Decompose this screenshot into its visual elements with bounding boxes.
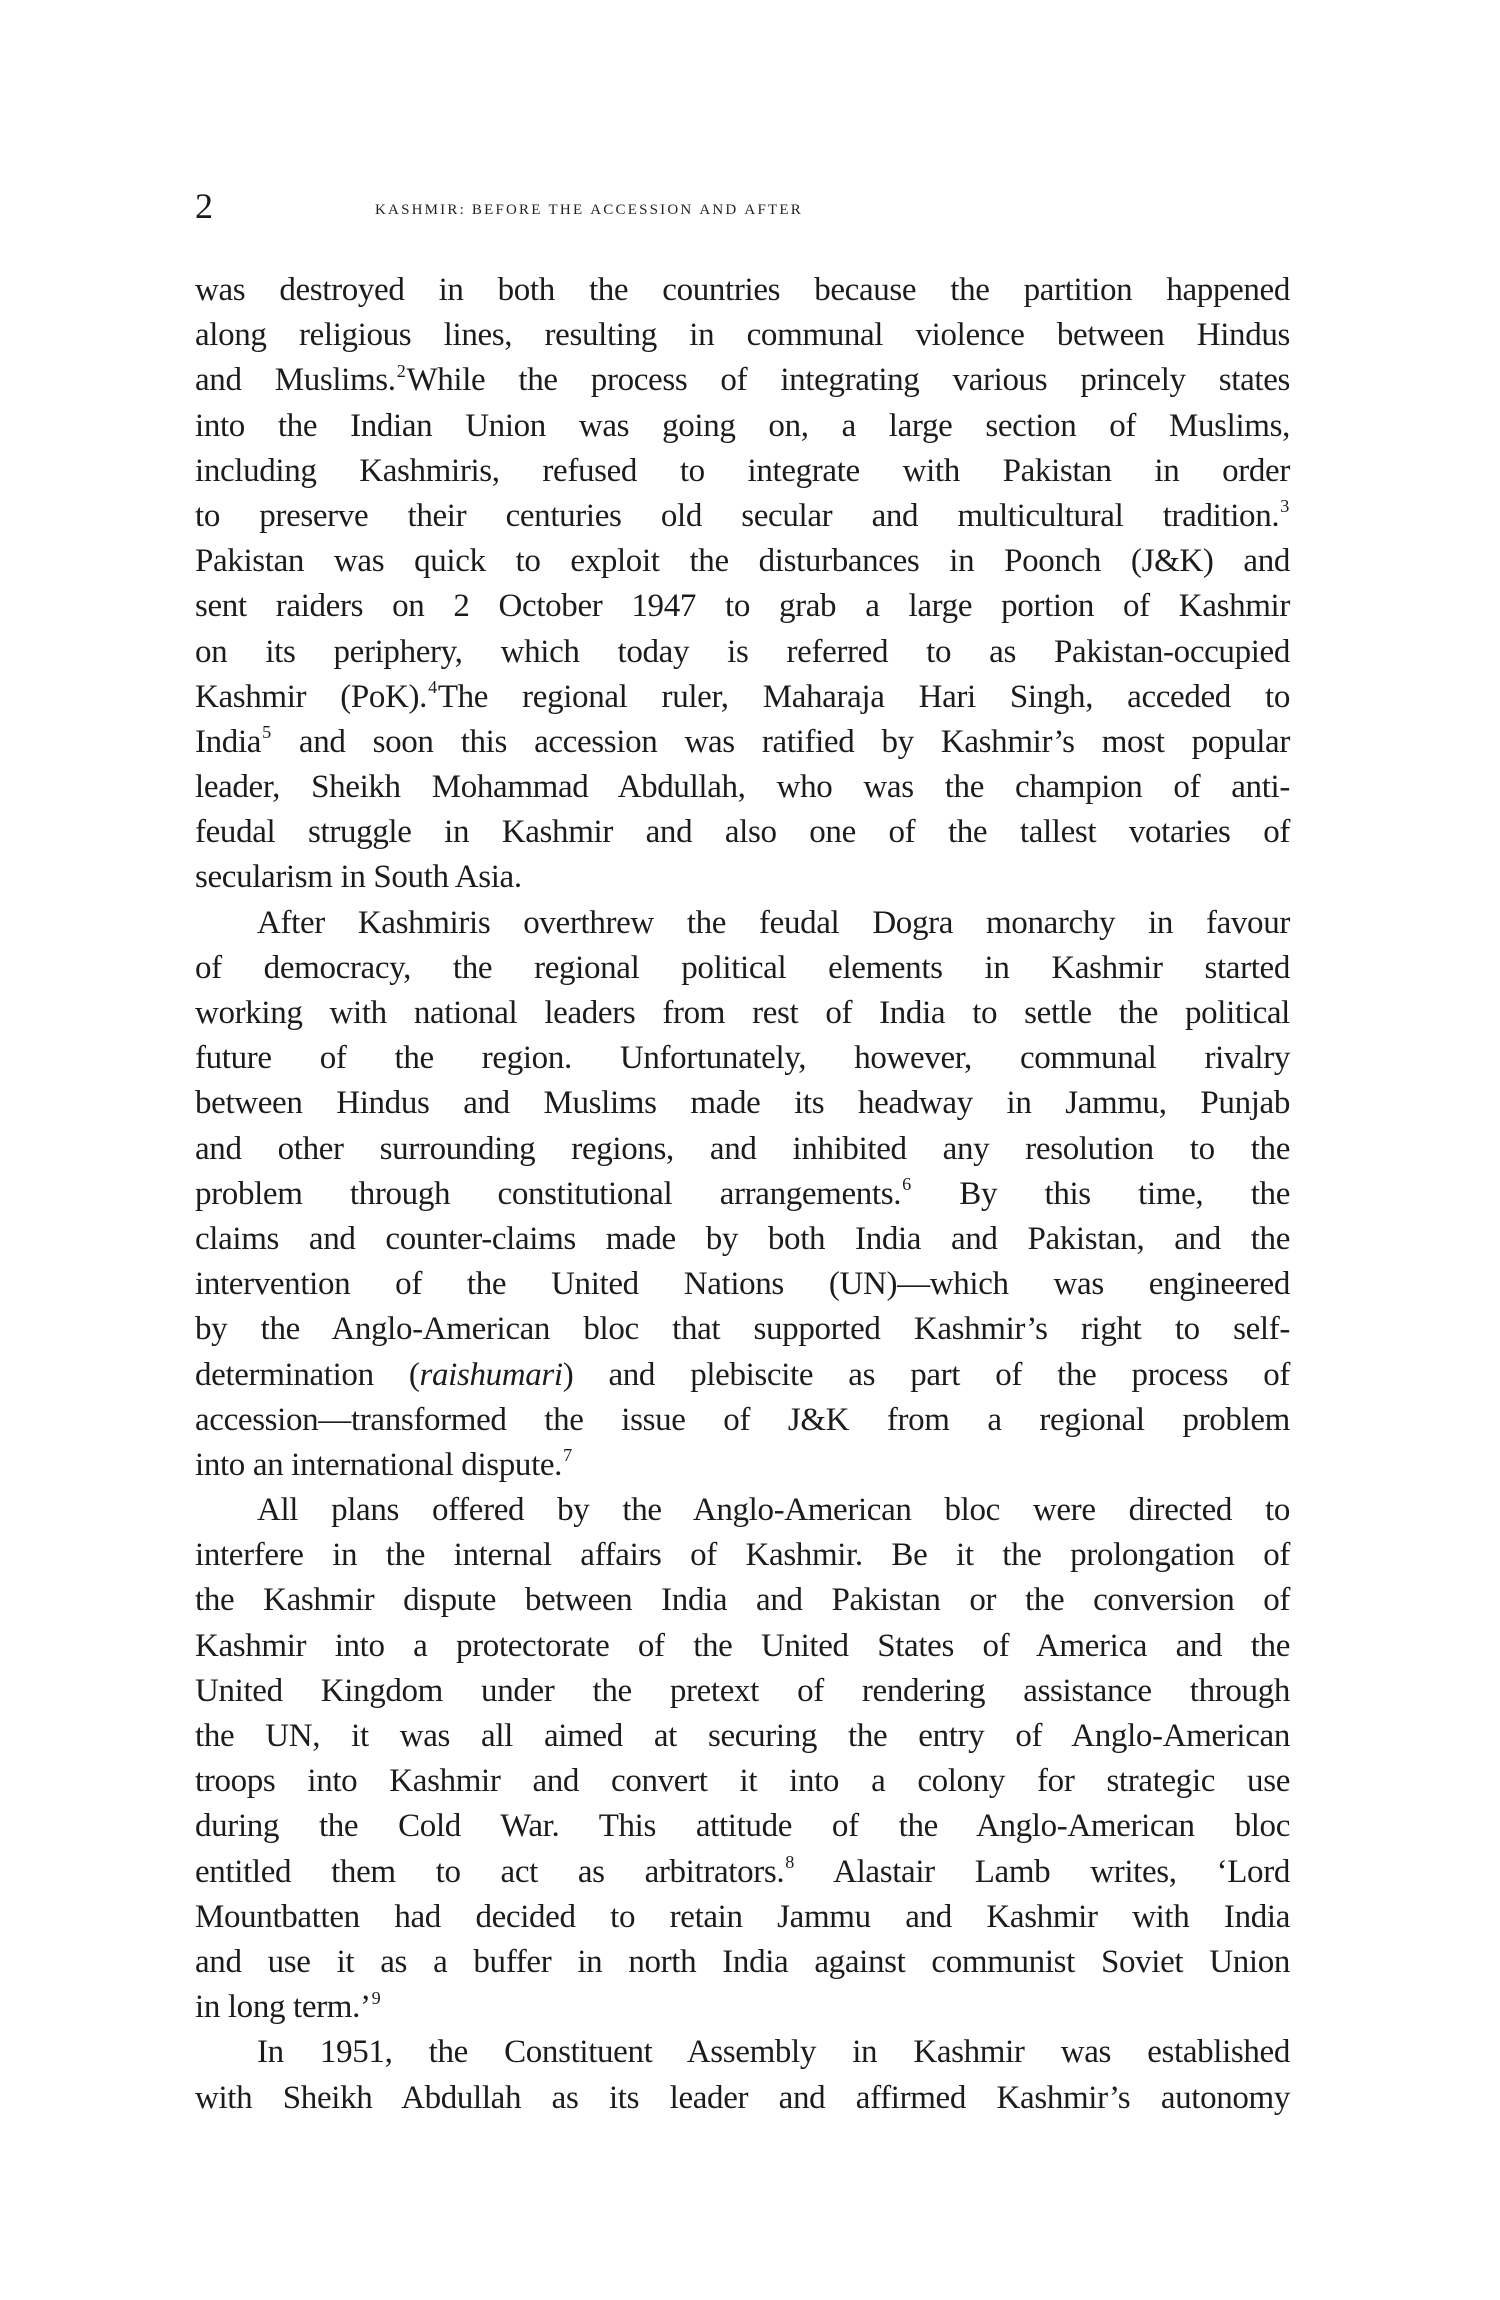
- text-segment: and Muslims.: [195, 362, 396, 399]
- text-line: [195, 675, 1290, 720]
- text-segment: by the Anglo-American bloc that supported Kashmir’s right to self-: [195, 1311, 1290, 1348]
- text-line: [195, 2030, 1290, 2075]
- text-line: [195, 1127, 1290, 1172]
- text-segment: ) and plebiscite as part of the process of: [562, 1356, 1290, 1393]
- footnote-ref: 6: [902, 1174, 911, 1195]
- text-segment: was destroyed in both the countries because the partition happened: [195, 272, 1290, 308]
- text-line: [195, 1262, 1290, 1307]
- footnote-ref: 2: [396, 360, 406, 381]
- text-segment: with Sheikh Abdullah as its leader and affirmed Kashmir’s autonomy: [195, 2079, 1290, 2116]
- text-segment: into the Indian Union was going on, a large section of Muslims,: [195, 407, 1290, 444]
- text-line: [195, 539, 1290, 584]
- text-segment: claims and counter-claims made by both India and Pakistan, and the: [195, 1220, 1290, 1257]
- text-segment: Mountbatten had decided to retain Jammu and Kashmir with India: [195, 1898, 1290, 1935]
- text-segment: during the Cold War. This attitude of the Anglo-American bloc: [195, 1808, 1290, 1845]
- text-segment: and other surrounding regions, and inhibited any resolution to the: [195, 1130, 1290, 1167]
- text-segment: United Kingdom under the pretext of rendering assistance through: [195, 1672, 1290, 1709]
- paragraph: [195, 1488, 1290, 2030]
- footnote-ref: 8: [785, 1851, 794, 1872]
- text-segment: After Kashmiris overthrew the feudal Dogra monarchy in favour: [257, 904, 1290, 941]
- paragraph: [195, 2030, 1290, 2120]
- text-line: [195, 358, 1290, 403]
- text-line: [195, 1443, 1290, 1488]
- text-line: [195, 584, 1290, 629]
- text-line: [195, 1895, 1290, 1940]
- text-segment: of democracy, the regional political elements in Kashmir started: [195, 949, 1290, 986]
- text-line: [195, 1714, 1290, 1759]
- text-line: [195, 313, 1290, 358]
- text-segment: intervention of the United Nations (UN)—which was engineered: [195, 1266, 1290, 1303]
- text-segment: feudal struggle in Kashmir and also one of the tallest votaries of: [195, 814, 1290, 851]
- text-segment: entitled them to act as arbitrators.: [195, 1853, 785, 1890]
- text-line: [195, 1036, 1290, 1081]
- text-segment: along religious lines, resulting in communal violence between Hindus: [195, 317, 1290, 354]
- text-segment: into an international dispute.: [195, 1446, 563, 1483]
- footnote-ref: 9: [371, 1987, 381, 2008]
- text-segment: interfere in the internal affairs of Kashmir. Be it the prolongation of: [195, 1537, 1290, 1574]
- text-segment: sent raiders on 2 October 1947 to grab a large portion of Kashmir: [195, 588, 1290, 625]
- text-line: [195, 1488, 1290, 1533]
- body-text: [195, 268, 1290, 2121]
- text-line: [195, 1624, 1290, 1669]
- text-line: [195, 268, 1290, 313]
- text-segment: to preserve their centuries old secular and multicultural tradition.: [195, 497, 1280, 534]
- text-segment: future of the region. Unfortunately, however, communal rivalry: [195, 1040, 1290, 1077]
- text-line: [195, 810, 1290, 855]
- text-segment: and use it as a buffer in north India against communist Soviet Union: [195, 1943, 1290, 1980]
- text-segment: Kashmir (PoK).: [195, 678, 428, 715]
- text-segment: in long term.’: [195, 1989, 371, 2026]
- text-line: [195, 630, 1290, 675]
- text-line: [195, 1217, 1290, 1262]
- text-line: [195, 2076, 1290, 2121]
- text-line: [195, 404, 1290, 449]
- text-segment: By this time, the: [911, 1175, 1291, 1212]
- text-segment: problem through constitutional arrangements.: [195, 1175, 902, 1212]
- text-segment: In 1951, the Constituent Assembly in Kashmir was established: [257, 2034, 1290, 2071]
- text-segment: the Kashmir dispute between India and Pakistan or the conversion of: [195, 1582, 1290, 1619]
- text-line: [195, 901, 1290, 946]
- text-line: [195, 946, 1290, 991]
- text-segment: on its periphery, which today is referred to as Pakistan-occupied: [195, 633, 1290, 670]
- text-segment: Kashmir into a protectorate of the United States of America and the: [195, 1627, 1290, 1664]
- text-line: [195, 1533, 1290, 1578]
- text-segment: accession—transformed the issue of J&K from a regional problem: [195, 1401, 1290, 1438]
- text-segment: All plans offered by the Anglo-American bloc were directed to: [257, 1492, 1290, 1529]
- text-segment: Pakistan was quick to exploit the disturbances in Poonch (J&K) and: [195, 543, 1290, 580]
- text-segment: troops into Kashmir and convert it into a colony for strategic use: [195, 1763, 1290, 1800]
- text-segment: working with national leaders from rest of India to settle the political: [195, 995, 1290, 1031]
- text-segment: and soon this accession was ratified by Kashmir’s most popular: [271, 723, 1290, 760]
- text-segment: secularism in South Asia.: [195, 859, 522, 896]
- text-line: [195, 1669, 1290, 1714]
- footnote-ref: 3: [1280, 496, 1289, 517]
- text-line: [195, 1398, 1290, 1443]
- text-line: [195, 1353, 1290, 1398]
- text-line: [195, 1985, 1290, 2030]
- page-number: 2: [195, 186, 213, 226]
- text-segment: The regional ruler, Maharaja Hari Singh, acceded to: [437, 678, 1290, 715]
- footnote-ref: 7: [563, 1445, 572, 1466]
- italic-term: raishumari: [419, 1356, 563, 1393]
- text-segment: determination (: [195, 1356, 420, 1393]
- text-line: [195, 449, 1290, 494]
- text-segment: Alastair Lamb writes, ‘Lord: [795, 1853, 1290, 1890]
- text-line: [195, 720, 1290, 765]
- text-line: [195, 765, 1290, 810]
- text-segment: While the process of integrating various princely states: [406, 362, 1291, 399]
- text-segment: the UN, it was all aimed at securing the entry of Anglo-American: [195, 1718, 1290, 1754]
- text-line: [195, 1172, 1290, 1217]
- text-line: [195, 1081, 1290, 1126]
- text-line: [195, 1940, 1290, 1985]
- text-segment: between Hindus and Muslims made its headway in Jammu, Punjab: [195, 1085, 1290, 1122]
- text-line: [195, 991, 1290, 1036]
- text-line: [195, 1307, 1290, 1352]
- paragraph: [195, 268, 1290, 901]
- text-segment: including Kashmiris, refused to integrate with Pakistan in order: [195, 452, 1290, 489]
- text-line: [195, 494, 1290, 539]
- text-line: [195, 1804, 1290, 1849]
- footnote-ref: 5: [262, 722, 271, 743]
- text-line: [195, 1850, 1290, 1895]
- text-line: [195, 855, 1290, 900]
- running-title: kashmir: before the accession and after: [375, 194, 803, 219]
- text-line: [195, 1578, 1290, 1623]
- text-segment: leader, Sheikh Mohammad Abdullah, who was the champion of anti-: [195, 769, 1290, 806]
- running-head: [195, 186, 1295, 226]
- text-line: [195, 1759, 1290, 1804]
- footnote-ref: 4: [428, 677, 437, 698]
- text-segment: India: [195, 723, 262, 760]
- paragraph: [195, 901, 1290, 1488]
